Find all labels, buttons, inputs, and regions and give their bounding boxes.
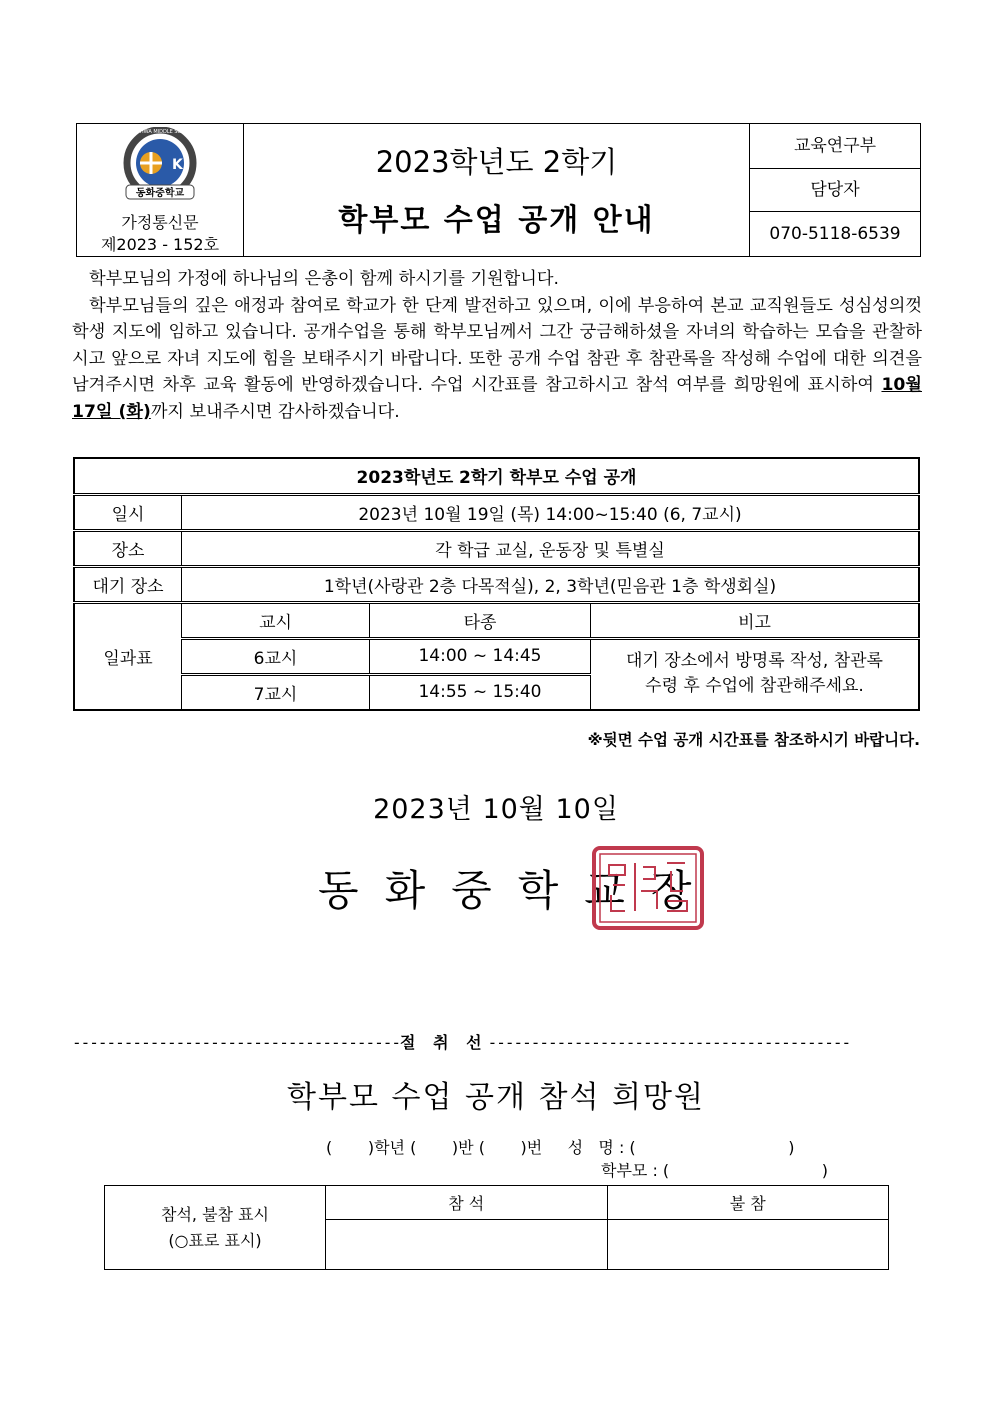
time-7: 14:55 ~ 15:40 — [370, 674, 591, 710]
header-title-term: 2023학년도 2학기 — [375, 145, 618, 180]
deadline: 10월 17일 (화) — [72, 375, 922, 422]
intro-greeting: 학부모님의 가정에 하나님의 은총이 함께 하시기를 기원합니다. — [89, 269, 559, 289]
footnote: ※뒷면 수업 공개 시간표를 참조하시기 바랍니다. — [587, 731, 920, 749]
col-note: 비고 — [591, 602, 920, 638]
time-6: 14:00 ~ 14:45 — [370, 638, 591, 674]
waiting-value: 1학년(사랑관 2층 다목적실), 2, 3학년(믿음관 1층 학생회실) — [182, 566, 920, 602]
official-seal-icon — [591, 845, 705, 931]
attendance-label — [105, 1186, 326, 1270]
absent-header: 불 참 — [607, 1186, 889, 1220]
contact-label: 담당자 — [810, 180, 860, 200]
remark-line2: 수령 후 수업에 참관해주세요. — [645, 676, 864, 697]
dept-cell — [750, 124, 921, 212]
issue-number: 제2023 - 152호 — [100, 234, 220, 254]
cut-line-label: 절 취 선 — [400, 1033, 488, 1052]
title-cell — [244, 124, 750, 257]
waiting-label: 대기 장소 — [74, 566, 182, 602]
student-info-line[interactable]: ( )학년 ( )반 ( )번 성 명 : ( ) — [326, 1138, 795, 1157]
attendance-label-line2: (○표로 표시) — [168, 1230, 262, 1250]
attendance-label-line1: 참석, 불참 표시 — [161, 1204, 269, 1224]
logo-cell — [77, 124, 244, 212]
col-period: 교시 — [182, 602, 370, 638]
issue-date: 2023년 10월 10일 — [373, 794, 619, 825]
period-6: 6교시 — [182, 638, 370, 674]
svg-text:DONGHWA MIDDLE SCHOOL: DONGHWA MIDDLE SCHOOL — [124, 128, 196, 135]
remark-line1: 대기 장소에서 방명록 작성, 참관록 — [626, 651, 883, 672]
intro-body-end: 까지 보내주시면 감사하겠습니다. — [150, 401, 400, 422]
svg-text:동화중학교장: 동화중학교장 — [645, 928, 651, 929]
schedule-title: 2023학년도 2학기 학부모 수업 공개 — [74, 458, 919, 494]
parent-info-line[interactable]: 학부모 : ( ) — [601, 1161, 828, 1180]
intro-text — [72, 266, 922, 426]
place-label: 장소 — [74, 530, 182, 566]
department: 교육연구부 — [750, 124, 920, 169]
attend-header: 참 석 — [326, 1186, 608, 1220]
date-label: 일시 — [74, 494, 182, 530]
absent-mark-cell[interactable] — [607, 1220, 889, 1270]
intro-body-text: 학부모님들의 깊은 애정과 참여로 학교가 한 단계 발전하고 있으며, 이에 부응하여 본교 교직원들도 성심성의껏 학생 지도에 임하고 있습니다. 공개수업을 통해 학부모님께서 그간 궁금해하셨을 자녀의 학습하는 모습을 관찰하시고 앞으로 자녀 지도에 힘을 보태주시기 바랍니다. 또한 공개 수업 참관 후 참관록을 작성해 수업에 대한 의견을 남겨주시면 차후 교육 활동에 반영하겠습니다. 수업 시간표를 참고하시고 참석 여부를 희망원에 표시하여 — [72, 295, 922, 396]
attendance-table — [104, 1185, 889, 1270]
issue-cell — [77, 212, 244, 257]
contact-phone: 070-5118-6539 — [750, 212, 921, 257]
remark — [591, 638, 920, 710]
svg-text:동화중학교: 동화중학교 — [135, 187, 185, 199]
timetable-label: 일과표 — [74, 602, 182, 710]
form-title: 학부모 수업 공개 참석 희망원 — [287, 1080, 705, 1115]
header-table — [76, 123, 921, 257]
svg-text:K: K — [172, 156, 183, 173]
header-title-main: 학부모 수업 공개 안내 — [338, 203, 655, 239]
period-7: 7교시 — [182, 674, 370, 710]
principal-name: 동화중학교장 — [318, 866, 718, 915]
place-value: 각 학급 교실, 운동장 및 특별실 — [182, 530, 920, 566]
school-logo-icon — [110, 127, 210, 205]
cut-line: --------------------------------------절 취 선------------------------------------------ — [72, 1033, 851, 1052]
attend-mark-cell[interactable] — [326, 1220, 608, 1270]
schedule-table — [73, 457, 920, 711]
col-time: 타종 — [370, 602, 591, 638]
newsletter-label: 가정통신문 — [121, 212, 199, 232]
date-value: 2023년 10월 19일 (목) 14:00~15:40 (6, 7교시) — [182, 494, 920, 530]
intro-body — [72, 293, 922, 426]
